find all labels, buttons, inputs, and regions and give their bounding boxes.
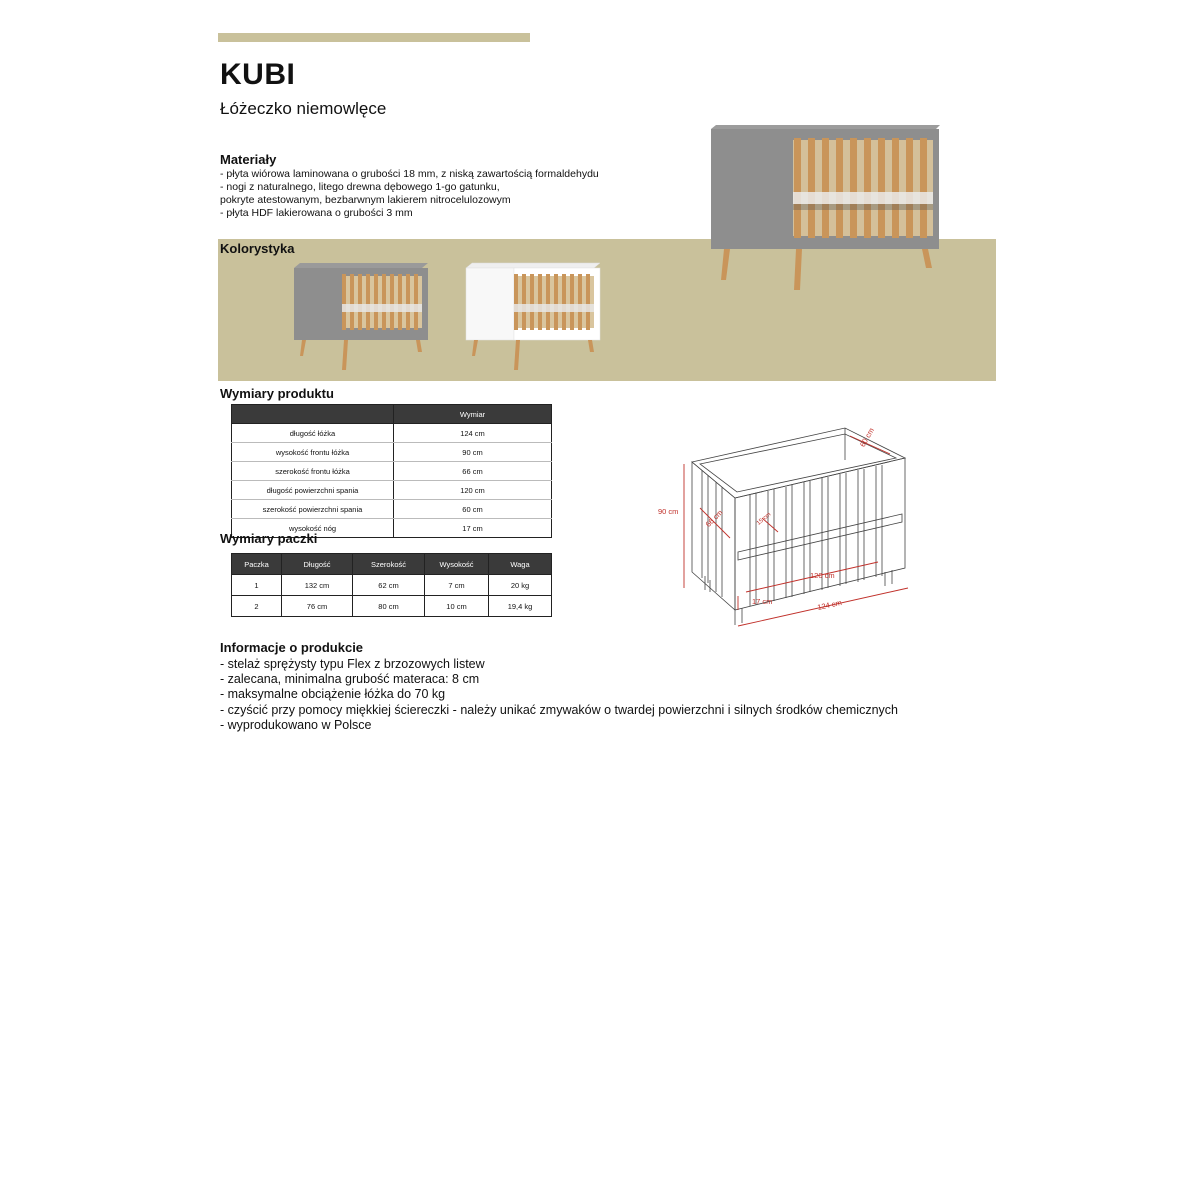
table-header-cell: Wysokość xyxy=(425,554,489,575)
table-cell: wysokość frontu łóżka xyxy=(232,443,394,462)
table-cell: 7 cm xyxy=(425,575,489,596)
table-cell: szerokość powierzchni spania xyxy=(232,500,394,519)
table-cell: długość łóżka xyxy=(232,424,394,443)
drawing-label-inner-width: 60 cm xyxy=(857,426,876,449)
table-header-cell xyxy=(232,405,394,424)
product-dimensions-heading: Wymiary produktu xyxy=(220,386,334,401)
package-dimensions-heading: Wymiary paczki xyxy=(220,531,318,546)
table-cell: 20 kg xyxy=(489,575,552,596)
table-row xyxy=(232,575,552,596)
table-row xyxy=(232,500,552,519)
table-header-row xyxy=(232,554,552,575)
dimension-lines xyxy=(684,436,908,626)
table-row xyxy=(232,424,552,443)
product-title: KUBI xyxy=(220,58,296,91)
hero-crib-image xyxy=(708,124,944,292)
table-cell: 60 cm xyxy=(394,500,552,519)
table-row xyxy=(232,481,552,500)
drawing-label-legs: 17 cm xyxy=(752,597,773,606)
info-line: - czyścić przy pomocy miękkiej ściereczki - należy unikać zmywaków o twardej powierzchni i silnych środków chemicznych xyxy=(220,702,898,717)
table-cell: 132 cm xyxy=(282,575,353,596)
table-cell: 120 cm xyxy=(394,481,552,500)
info-line: - wyprodukowano w Polsce xyxy=(220,717,372,732)
table-header-cell: Waga xyxy=(489,554,552,575)
table-cell: 66 cm xyxy=(394,462,552,481)
package-dimensions-table xyxy=(231,553,552,617)
table-header-cell: Wymiar xyxy=(394,405,552,424)
materials-heading: Materiały xyxy=(220,152,277,167)
table-cell: 76 cm xyxy=(282,596,353,617)
materials-line: - płyta wiórowa laminowana o grubości 18 mm, z niską zawartością formaldehydu xyxy=(220,168,599,180)
materials-line: - nogi z naturalnego, litego drewna dębowego 1-go gatunku, xyxy=(220,181,500,193)
product-info-heading: Informacje o produkcie xyxy=(220,640,364,655)
materials-list xyxy=(220,168,599,220)
materials-line: pokryte atestowanym, bezbarwnym lakierem nitrocelulozowym xyxy=(220,194,511,206)
drawing-slats xyxy=(750,465,882,606)
table-cell: 10 cm xyxy=(425,596,489,617)
table-cell: 19,4 kg xyxy=(489,596,552,617)
table-cell: 1 xyxy=(232,575,282,596)
product-info-list xyxy=(220,657,898,733)
info-line: - maksymalne obciążenie łóżka do 70 kg xyxy=(220,687,446,702)
table-row xyxy=(232,596,552,617)
dimension-drawing xyxy=(650,420,920,635)
table-cell: 17 cm xyxy=(394,519,552,538)
table-row xyxy=(232,443,552,462)
table-cell: wysokość nóg xyxy=(232,519,394,538)
table-header-cell: Szerokość xyxy=(353,554,425,575)
product-dimensions-table xyxy=(231,404,552,538)
table-row xyxy=(232,462,552,481)
table-header-cell: Długość xyxy=(282,554,353,575)
colors-heading: Kolorystyka xyxy=(220,241,295,256)
table-cell: 90 cm xyxy=(394,443,552,462)
drawing-label-total-length: 124 cm xyxy=(816,598,843,612)
table-cell: 80 cm xyxy=(353,596,425,617)
grey-crib-icon xyxy=(290,260,432,372)
table-cell: 124 cm xyxy=(394,424,552,443)
table-header-cell: Paczka xyxy=(232,554,282,575)
drawing-label-height: 90 cm xyxy=(658,507,679,516)
drawing-label-sleep-length: 120 cm xyxy=(810,571,835,580)
table-cell: szerokość frontu łóżka xyxy=(232,462,394,481)
white-crib-icon xyxy=(462,260,604,372)
table-cell: długość powierzchni spania xyxy=(232,481,394,500)
table-cell: 2 xyxy=(232,596,282,617)
materials-line: - płyta HDF lakierowana o grubości 3 mm xyxy=(220,207,413,219)
table-cell: 62 cm xyxy=(353,575,425,596)
drawing-label-inner: 15 cm xyxy=(755,511,773,527)
info-line: - stelaż sprężysty typu Flex z brzozowych listew xyxy=(220,657,485,671)
info-line: - zalecana, minimalna grubość materaca: 8 cm xyxy=(220,672,480,687)
table-header-row xyxy=(232,405,552,424)
top-accent-bar xyxy=(218,33,530,42)
product-subtitle: Łóżeczko niemowlęce xyxy=(220,99,387,118)
drawing-label-front-width: 66 cm xyxy=(703,508,725,529)
